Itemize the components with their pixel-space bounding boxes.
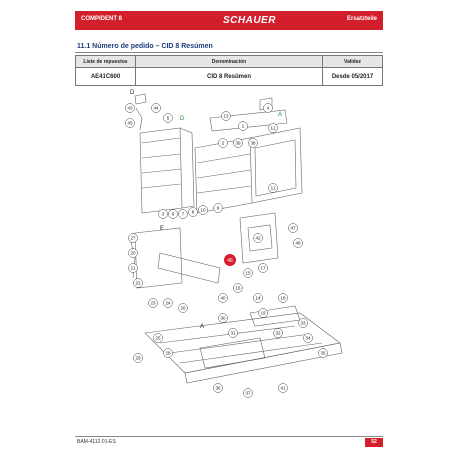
table-header-row: [76, 56, 383, 68]
callout-label: 35: [320, 350, 326, 356]
callout-label: 41: [280, 385, 286, 391]
callout-label: 37: [245, 390, 251, 396]
product-name: COMPIDENT 8: [81, 16, 123, 22]
exploded-parts-drawing: [100, 88, 370, 423]
callout-label: 27: [130, 235, 136, 241]
view-label: D: [130, 90, 135, 96]
section-divider: [75, 52, 383, 53]
part-list-number: AE41C600: [76, 68, 136, 86]
callout-label: 2: [221, 140, 225, 146]
callout-label: 3: [161, 211, 165, 217]
callout-label: 42: [255, 235, 261, 241]
callout-label: 22: [135, 280, 141, 286]
column-header: Validez: [323, 56, 383, 68]
callout-label: 34: [305, 335, 311, 341]
callout-label: 14: [255, 295, 261, 301]
callout-label: 33: [300, 320, 306, 326]
view-label: D: [180, 116, 185, 122]
callout-label: 28: [165, 350, 171, 356]
callout-label: 48: [295, 240, 301, 246]
callout-label: 8: [191, 209, 195, 215]
callout-label: 15: [245, 270, 251, 276]
callout-label: 31: [230, 330, 236, 336]
document-code: BAM-4112-01-ES: [77, 439, 116, 445]
callout-label: 24: [165, 300, 171, 306]
callout-label: 36: [215, 385, 221, 391]
section-title: 11.1 Número de pedido – CID 8 Resúmen: [77, 43, 213, 50]
callout-label: 47: [290, 225, 296, 231]
callout-label: 4: [266, 105, 270, 111]
callout-label: 6: [171, 211, 175, 217]
callout-label: 5: [166, 115, 170, 121]
page-number: 52: [365, 438, 383, 447]
callout-label: 39: [235, 140, 241, 146]
callout-label: 45: [127, 120, 133, 126]
callout-label: 13: [223, 113, 229, 119]
view-label: A: [278, 112, 283, 118]
callout-label: 25: [155, 335, 161, 341]
view-label: E: [160, 226, 165, 232]
callout-label: 32: [275, 330, 281, 336]
column-header: Liste de repuestos: [76, 56, 136, 68]
order-info-table: [75, 55, 383, 86]
callout-label: 11: [270, 185, 276, 191]
callout-label: 9: [216, 205, 220, 211]
part-denomination: CID 8 Resümen: [136, 68, 323, 86]
callout-label: 26: [180, 305, 186, 311]
page-header: [75, 11, 383, 30]
highlighted-callout-label: 46: [227, 258, 233, 264]
callout-label: 21: [130, 265, 136, 271]
table-row: [76, 68, 383, 86]
callout-label: 1: [241, 123, 245, 129]
callout-label: 10: [200, 207, 206, 213]
callout-label: 30: [220, 315, 226, 321]
validity: Desde 05/2017: [323, 68, 383, 86]
callout-label: 29: [135, 355, 141, 361]
callout-label: 20: [130, 250, 136, 256]
callout-label: 19: [260, 310, 266, 316]
column-header: Denominación: [136, 56, 323, 68]
callout-label: 43: [127, 105, 133, 111]
callout-label: 23: [150, 300, 156, 306]
brand-logo: SCHAUER: [223, 15, 276, 26]
callout-label: 7: [181, 211, 185, 217]
callout-label: 18: [280, 295, 286, 301]
callout-label: 44: [153, 105, 159, 111]
callout-label: 40: [220, 295, 226, 301]
callout-label: 17: [260, 265, 266, 271]
callout-label: 38: [250, 140, 256, 146]
callout-label: 12: [270, 125, 276, 131]
callout-label: 16: [235, 285, 241, 291]
section-name: Ersatzteile: [346, 16, 377, 22]
view-label: A: [200, 324, 205, 330]
footer-divider: [75, 436, 383, 437]
